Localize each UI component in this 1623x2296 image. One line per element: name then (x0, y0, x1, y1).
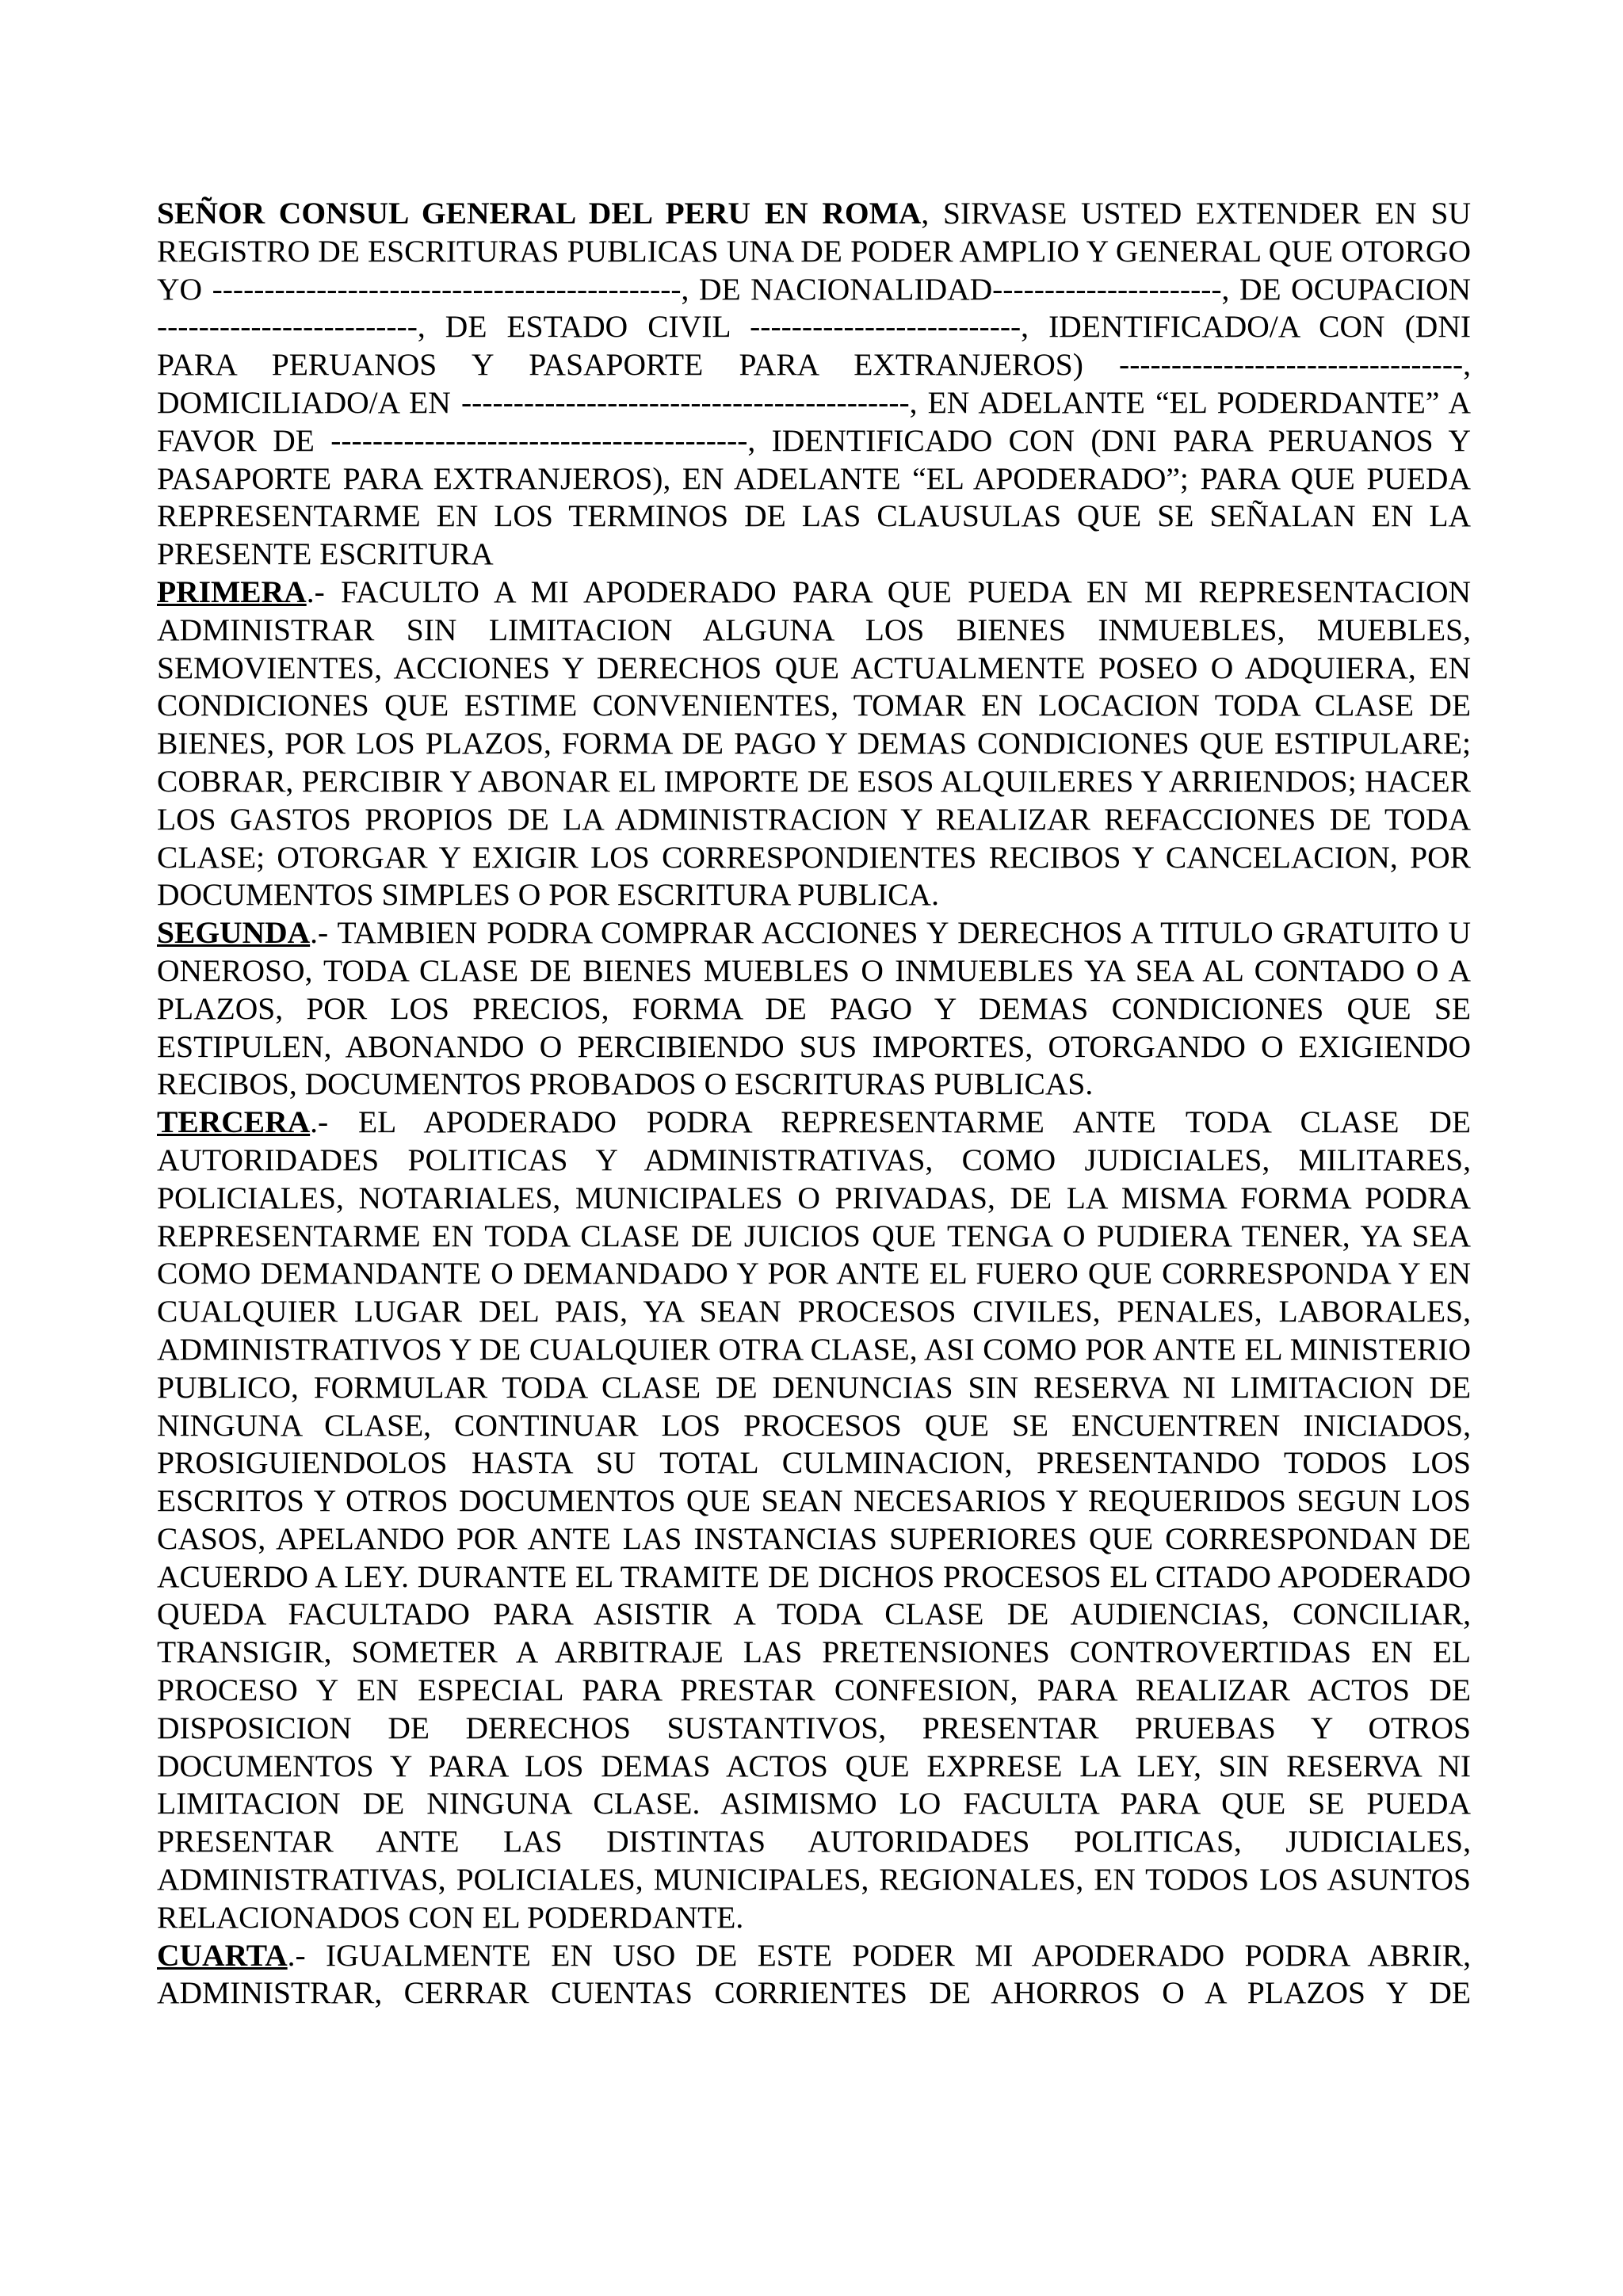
clause-text: .- EL APODERADO PODRA REPRESENTARME ANTE TODA CLASE DE AUTORIDADES POLITICAS Y ADMINISTRATIVAS, COMO JUDICIALES, MILITARES, POLICIALES, NOTARIALES, MUNICIPALES O PRIVADAS, DE LA MISMA FORMA PODRA REPRESENTARME EN TODA CLASE DE JUICIOS QUE TENGA O PUDIERA TENER, YA SEA COMO DEMANDANTE O DEMANDADO Y POR ANTE EL FUERO QUE CORRESPONDA Y EN CUALQUIER LUGAR DEL PAIS, YA SEAN PROCESOS CIVILES, PENALES, LABORALES, ADMINISTRATIVOS Y DE CUALQUIER OTRA CLASE, ASI COMO POR ANTE EL MINISTERIO PUBLICO, FORMULAR TODA CLASE DE DENUNCIAS SIN RESERVA NI LIMITACION DE NINGUNA CLASE, CONTINUAR LOS PROCESOS QUE SE ENCUENTREN INICIADOS, PROSIGUIENDOLOS HASTA SU TOTAL CULMINACION, PRESENTANDO TODOS LOS ESCRITOS Y OTROS DOCUMENTOS QUE SEAN NECESARIOS Y REQUERIDOS SEGUN LOS CASOS, APELANDO POR ANTE LAS INSTANCIAS SUPERIORES QUE CORRESPONDAN DE ACUERDO A LEY. DURANTE EL TRAMITE DE DICHOS PROCESOS EL CITADO APODERADO QUEDA FACULTADO PARA ASISTIR A TODA CLASE DE AUDIENCIAS, CONCILIAR, TRANSIGIR, SOMETER A ARBITRAJE LAS PRETENSIONES CONTROVERTIDAS EN EL PROCESO Y EN ESPECIAL PARA PRESTAR CONFESION, PARA REALIZAR ACTOS DE DISPOSICION DE DERECHOS SUSTANTIVOS, PRESENTAR PRUEBAS Y OTROS DOCUMENTOS Y PARA LOS DEMAS ACTOS QUE EXPRESE LA LEY, SIN RESERVA NI LIMITACION DE NINGUNA CLASE. ASIMISMO LO FACULTA PARA QUE SE PUEDA PRESENTAR ANTE LAS DISTINTAS AUTORIDADES POLITICAS, JUDICIALES, ADMINISTRATIVAS, POLICIALES, MUNICIPALES, REGIONALES, EN TODOS LOS ASUNTOS RELACIONADOS CON EL PODERDANTE. (157, 1104, 1471, 1935)
addressee: SEÑOR CONSUL GENERAL DEL PERU EN ROMA (157, 196, 922, 231)
clause-heading: CUARTA (157, 1937, 288, 1973)
clause-text: .- TAMBIEN PODRA COMPRAR ACCIONES Y DERECHOS A TITULO GRATUITO U ONEROSO, TODA CLASE DE BIENES MUEBLES O INMUEBLES YA SEA AL CONTADO O A PLAZOS, POR LOS PRECIOS, FORMA DE PAGO Y DEMAS CONDICIONES QUE SE ESTIPULEN, ABONANDO O PERCIBIENDO SUS IMPORTES, OTORGANDO O EXIGIENDO RECIBOS, DOCUMENTOS PROBADOS O ESCRITURAS PUBLICAS. (157, 915, 1471, 1102)
clause-text: .- FACULTO A MI APODERADO PARA QUE PUEDA EN MI REPRESENTACION ADMINISTRAR SIN LIMITACION ALGUNA LOS BIENES INMUEBLES, MUEBLES, SEMOVIENTES, ACCIONES Y DERECHOS QUE ACTUALMENTE POSEO O ADQUIERA, EN CONDICIONES QUE ESTIME CONVENIENTES, TOMAR EN LOCACION TODA CLASE DE BIENES, POR LOS PLAZOS, FORMA DE PAGO Y DEMAS CONDICIONES QUE ESTIPULARE; COBRAR, PERCIBIR Y ABONAR EL IMPORTE DE ESOS ALQUILERES Y ARRIENDOS; HACER LOS GASTOS PROPIOS DE LA ADMINISTRACION Y REALIZAR REFACCIONES DE TODA CLASE; OTORGAR Y EXIGIR LOS CORRESPONDIENTES RECIBOS Y CANCELACION, POR DOCUMENTOS SIMPLES O POR ESCRITURA PUBLICA. (157, 574, 1471, 913)
clause-primera (157, 574, 1471, 914)
clause-heading: TERCERA (157, 1104, 311, 1140)
clause-cuarta (157, 1937, 1471, 2013)
opening-paragraph (157, 195, 1471, 574)
clause-segunda (157, 914, 1471, 1104)
clause-text: .- IGUALMENTE EN USO DE ESTE PODER MI APODERADO PODRA ABRIR, ADMINISTRAR, CERRAR CUENTAS CORRIENTES DE AHORROS O A PLAZOS Y DE (157, 1937, 1471, 2011)
clause-tercera (157, 1104, 1471, 1937)
clause-heading: PRIMERA (157, 574, 307, 609)
clause-heading: SEGUNDA (157, 915, 311, 951)
opening-text: , SIRVASE USTED EXTENDER EN SU REGISTRO DE ESCRITURAS PUBLICAS UNA DE PODER AMPLIO Y GENERAL QUE OTORGO YO ---------------------------------------------, DE NACIONALIDAD----------------------, DE OCUPACION -------------------------, DE ESTADO CIVIL --------------------------, IDENTIFICADO/A CON (DNI PARA PERUANOS Y PASAPORTE PARA EXTRANJEROS) ---------------------------------, DOMICILIADO/A EN -------------------------------------------, EN ADELANTE “EL PODERDANTE” A FAVOR DE ----------------------------------------, IDENTIFICADO CON (DNI PARA PERUANOS Y PASAPORTE PARA EXTRANJEROS), EN ADELANTE “EL APODERADO”; PARA QUE PUEDA REPRESENTARME EN LOS TERMINOS DE LAS CLAUSULAS QUE SE SEÑALAN EN LA PRESENTE ESCRITURA (157, 196, 1471, 572)
document-body (157, 195, 1471, 2012)
